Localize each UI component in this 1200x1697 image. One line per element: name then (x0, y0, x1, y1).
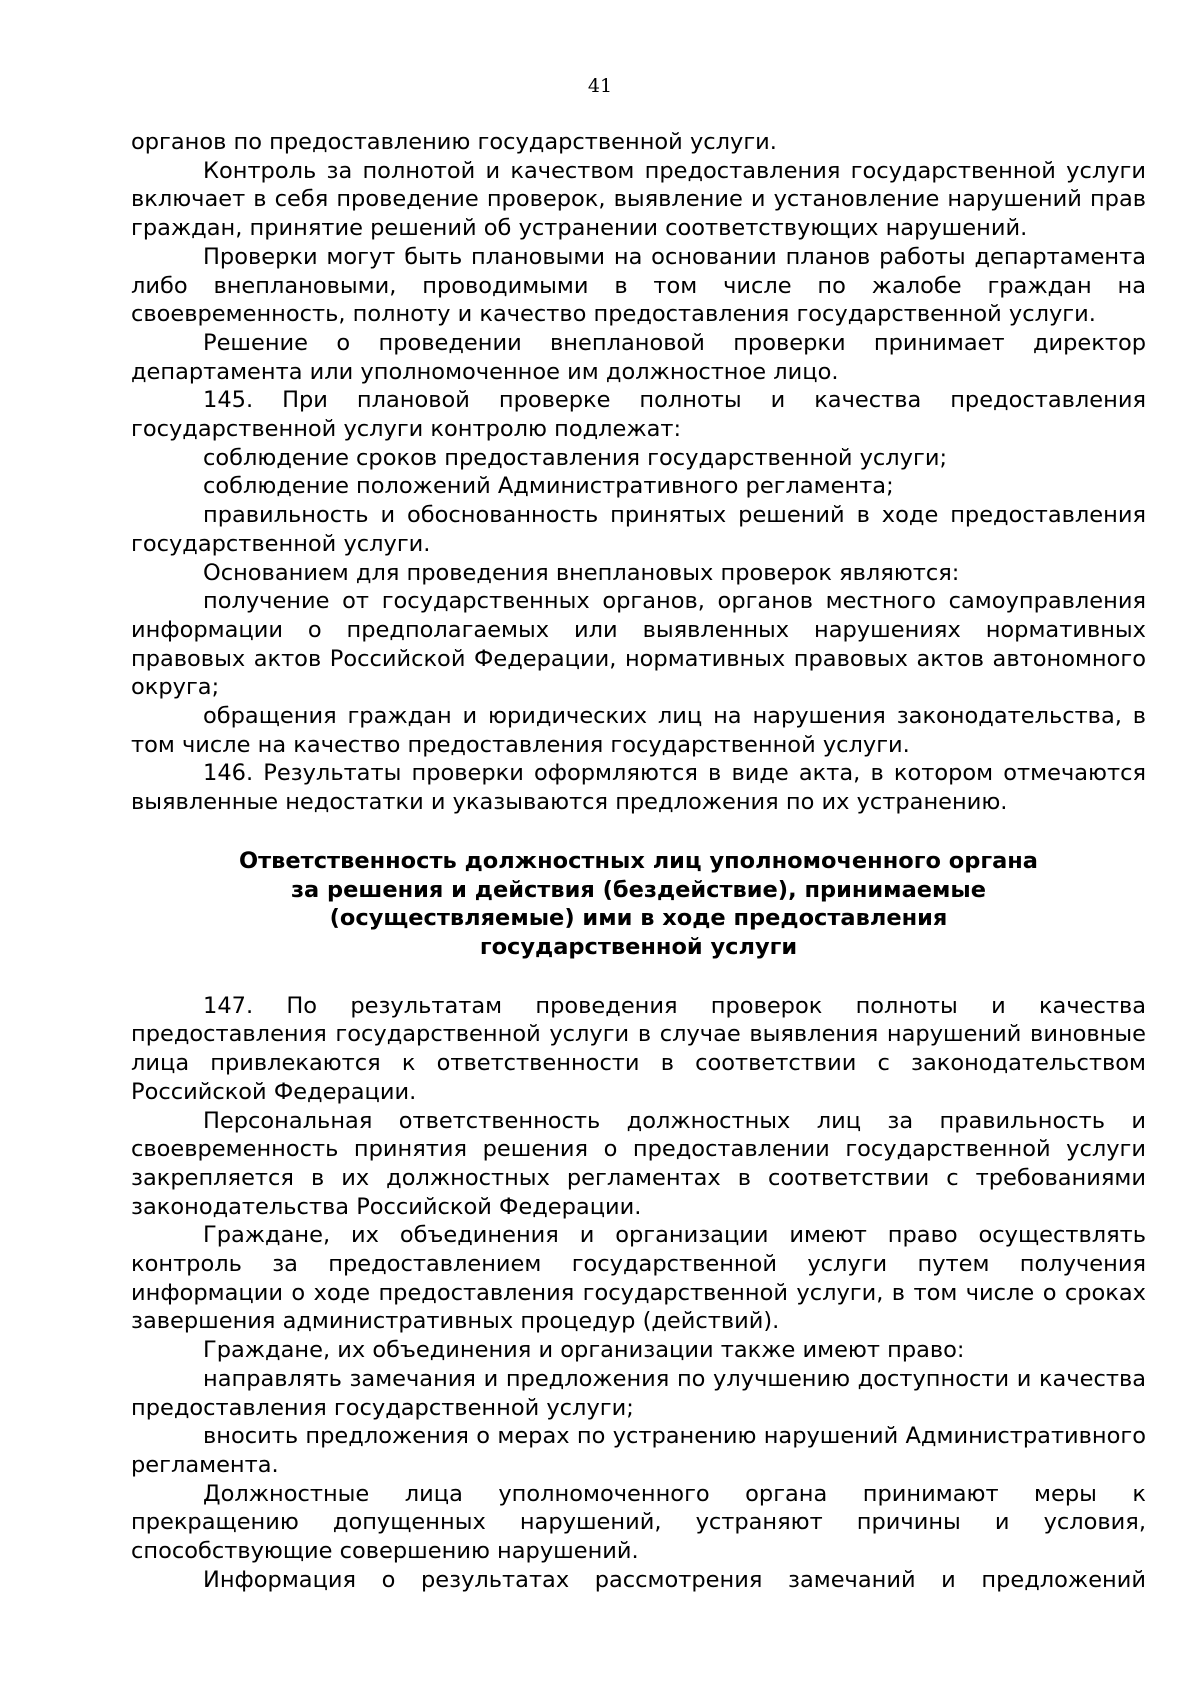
paragraph: Проверки могут быть плановыми на основании планов работы департамента либо внеплановыми, проводимыми в том числе по жалобе граждан на своевременность, полноту и качество предоставления государственной услуги. (131, 243, 1146, 328)
list-item: получение от государственных органов, органов местного самоуправления информации о предполагаемых или выявленных нарушениях нормативных правовых актов Российской Федерации, нормативных правовых актов автономного округа; (131, 588, 1146, 701)
document-body (131, 128, 1146, 1594)
list-item: соблюдение сроков предоставления государственной услуги; (203, 444, 948, 471)
section-heading (131, 847, 1146, 962)
heading-line: за решения и действия (бездействие), принимаемые (290, 876, 987, 903)
paragraph-item-147: 147. По результатам проведения проверок полноты и качества предоставления государственной услуги в случае выявления нарушений виновные лица привлекаются к ответственности в соответствии с законодательством Российской Федерации. (131, 992, 1146, 1105)
list-item: вносить предложения о мерах по устранению нарушений Административного регламента. (131, 1423, 1146, 1478)
paragraph: Персональная ответственность должностных лиц за правильность и своевременность принятия решения о предоставлении государственной услуги закрепляется в их должностных регламентах в соответствии с требованиями законодательства Российской Федерации. (131, 1107, 1146, 1220)
paragraph-item-145: 145. При плановой проверке полноты и качества предоставления государственной услуги контролю подлежат: (131, 387, 1146, 443)
list-item: соблюдение положений Административного регламента; (203, 473, 894, 500)
list-item: направлять замечания и предложения по улучшению доступности и качества предоставления государственной услуги; (131, 1365, 1146, 1421)
paragraph: Контроль за полнотой и качеством предоставления государственной услуги включает в себя проведение проверок, выявление и установление нарушений прав граждан, принятие решений об устранении соответствующих нарушений. (131, 157, 1146, 242)
paragraph: Граждане, их объединения и организации имеют право осуществлять контроль за предоставлением государственной услуги путем получения информации о ходе предоставления государственной услуги, в том числе о сроках завершения административных процедур (действий). (131, 1222, 1146, 1335)
paragraph: Должностные лица уполномоченного органа принимают меры к прекращению допущенных нарушений, устраняют причины и условия, способствующие совершению нарушений. (131, 1480, 1146, 1565)
heading-line: (осуществляемые) ими в ходе предоставления (329, 905, 948, 932)
paragraph: Основанием для проведения внеплановых проверок являются: (203, 559, 960, 586)
paragraph-continued: Информация о результатах рассмотрения замечаний и предложений (203, 1566, 1146, 1593)
paragraph-item-146: 146. Результаты проверки оформляются в виде акта, в котором отмечаются выявленные недостатки и указываются предложения по их устранению. (131, 760, 1146, 816)
paragraph: Граждане, их объединения и организации также имеют право: (203, 1337, 965, 1364)
heading-line: государственной услуги (479, 933, 798, 960)
paragraph: органов по предоставлению государственной услуги. (131, 129, 777, 155)
list-item: правильность и обоснованность принятых решений в ходе предоставления государственной услуги. (131, 502, 1146, 557)
paragraph: Решение о проведении внеплановой проверки принимает директор департамента или уполномоченное им должностное лицо. (131, 329, 1146, 385)
list-item: обращения граждан и юридических лиц на нарушения законодательства, в том числе на качество предоставления государственной услуги. (131, 703, 1146, 758)
heading-line: Ответственность должностных лиц уполномоченного органа (239, 847, 1038, 874)
page-number: 41 (587, 75, 613, 97)
